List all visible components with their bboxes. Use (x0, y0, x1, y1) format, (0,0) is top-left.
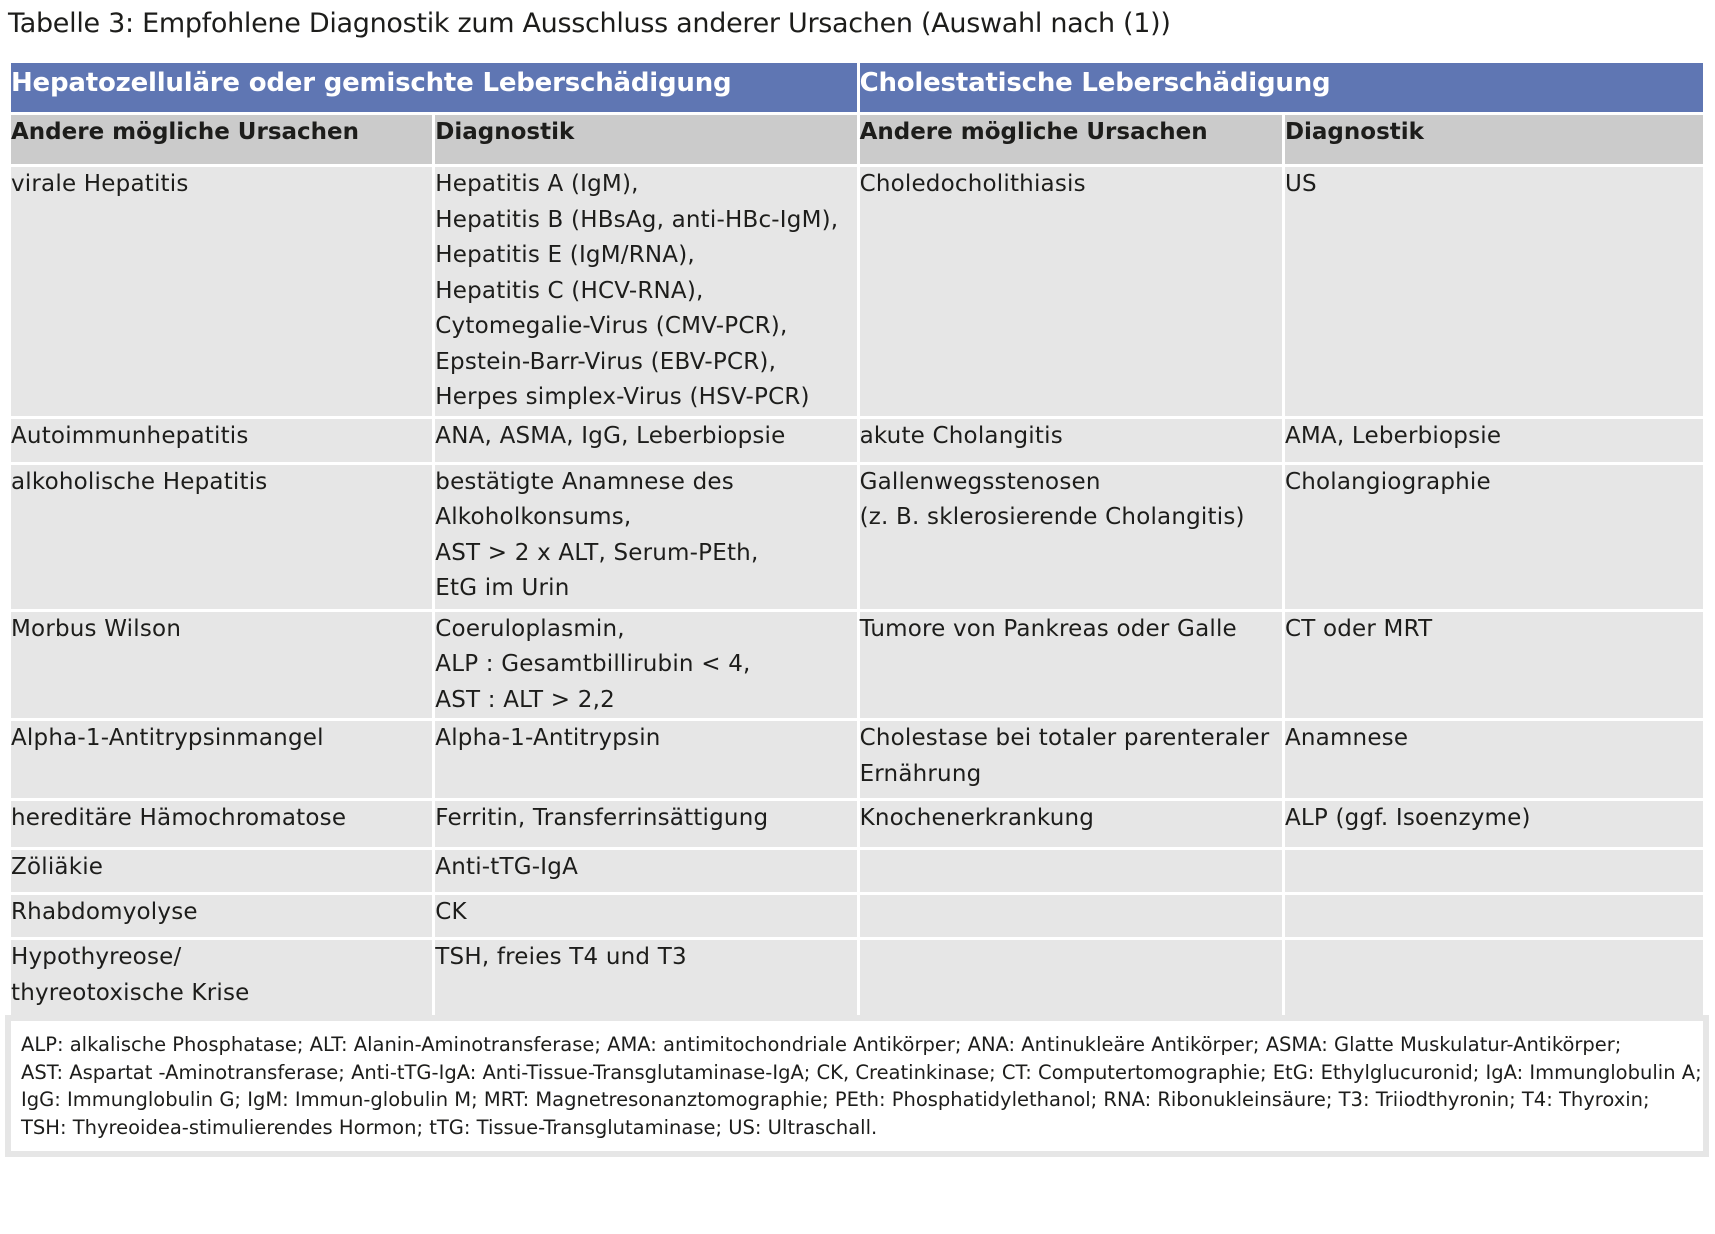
table-row (10, 849, 1705, 894)
hepatocellular-diagnostics-cell (434, 849, 858, 894)
cell-text-line: Hepatitis A (IgM), (435, 171, 639, 197)
hepatocellular-cause-cell (10, 463, 434, 610)
hepatocellular-diagnostics-cell (434, 894, 858, 939)
cholestatic-diagnostics-cell (1283, 939, 1704, 1017)
column-header-row (10, 114, 1705, 166)
cell-text-line: Coeruloplasmin, (435, 615, 625, 642)
cell-text-line: Anamnese (1284, 725, 1409, 751)
cell-text-line: Gallenwegsstenosen (859, 468, 1101, 495)
table-row (10, 939, 1705, 1017)
cell-text-line: Autoimmunhepatitis (11, 422, 249, 449)
cell-text-line: ANA, ASMA, IgG, Leberbiopsie (435, 422, 786, 449)
footnote-line: ALP: alkalische Phosphatase; ALT: Alanin-Aminotransferase; AMA: antimitochondriale Antikörper; ANA: Antinukleäre Antikörper; ASMA: Glatte Muskulatur-Antikörper; (21, 1033, 1622, 1056)
cell-text-line: Morbus Wilson (11, 615, 182, 642)
cell-text-line: Cholestase bei totaler parenteraler (859, 725, 1270, 751)
cholestatic-diagnostics-cell (1283, 463, 1704, 610)
footnote-line: AST: Aspartat -Aminotransferase; Anti-tTG-IgA: Anti-Tissue-Transglutaminase-IgA; CK, Creatinkinase; CT: Computertomographie; EtG: Ethylglucuronid; IgA: Immunglobulin A; (21, 1060, 1702, 1084)
cell-text-line: hereditäre Hämochromatose (11, 805, 347, 831)
cell-text-line: Anti-tTG-IgA (435, 854, 579, 880)
cell-text-line: ALP (ggf. Isoenzyme) (1284, 805, 1531, 831)
cholestatic-diagnostics-cell (1283, 417, 1704, 463)
cell-text-line: Rhabdomyolyse (11, 899, 198, 925)
cell-text-line: Hepatitis B (HBsAg, anti-HBc-IgM), (435, 206, 839, 233)
hepatocellular-cause-cell (10, 894, 434, 939)
table-row (10, 463, 1705, 610)
diagnostics-table-container (8, 60, 1706, 1154)
cholestatic-diagnostics-cell (1283, 849, 1704, 894)
cell-text-line: Cholangiographie (1284, 468, 1491, 495)
column-header-cause: Andere mögliche Ursachen (10, 114, 434, 166)
cell-text-line: Cytomegalie-Virus (CMV-PCR), (435, 313, 788, 339)
group-header-row (10, 62, 1705, 114)
cell-text-line: AMA, Leberbiopsie (1284, 422, 1502, 449)
cell-text-line: TSH, freies T4 und T3 (435, 944, 687, 970)
hepatocellular-cause-cell (10, 720, 434, 800)
cholestatic-cause-cell (858, 463, 1283, 610)
cell-text-line: Choledocholithiasis (859, 171, 1086, 197)
cholestatic-diagnostics-cell (1283, 894, 1704, 939)
cell-text-line: Ernährung (859, 760, 982, 787)
cell-text-line: Tumore von Pankreas oder Galle (859, 615, 1237, 642)
hepatocellular-cause-cell (10, 939, 434, 1017)
cholestatic-cause-cell (858, 849, 1283, 894)
cell-text-line: Ferritin, Transferrinsättigung (435, 805, 769, 831)
column-header-diagnostics: Diagnostik (1283, 114, 1704, 166)
hepatocellular-cause-cell (10, 849, 434, 894)
cell-text-line: AST > 2 x ALT, Serum-PEth, (435, 539, 759, 566)
cell-text-line: thyreotoxische Krise (11, 979, 250, 1006)
cell-text-line: Zöliäkie (11, 854, 104, 880)
footnote-line: IgG: Immunglobulin G; IgM: Immun-globulin M; MRT: Magnetresonanztomographie; PEth: Phosphatidylethanol; RNA: Ribonukleinsäure; T3: Triiodthyronin; T4: Thyroxin; (21, 1088, 1650, 1111)
cell-text-line: AST : ALT > 2,2 (435, 686, 615, 713)
cell-text-line: ALP : Gesamtbillirubin < 4, (435, 651, 751, 677)
hepatocellular-diagnostics-cell (434, 800, 858, 849)
hepatocellular-diagnostics-cell (434, 463, 858, 610)
hepatocellular-cause-cell (10, 800, 434, 849)
cholestatic-cause-cell (858, 939, 1283, 1017)
table-row (10, 166, 1705, 418)
abbreviations-footnote (8, 1018, 1706, 1154)
cholestatic-diagnostics-cell (1283, 610, 1704, 720)
cell-text-line: Knochenerkrankung (859, 805, 1095, 831)
hepatocellular-diagnostics-cell (434, 610, 858, 720)
cell-text-line: EtG im Urin (435, 575, 570, 601)
cell-text-line: alkoholische Hepatitis (11, 468, 268, 495)
table-row (10, 610, 1705, 720)
cell-text-line: Herpes simplex-Virus (HSV-PCR) (435, 384, 810, 410)
cholestatic-cause-cell (858, 610, 1283, 720)
cell-text-line: CK (435, 899, 467, 925)
hepatocellular-cause-cell (10, 166, 434, 418)
cell-text-line: akute Cholangitis (859, 422, 1063, 449)
cell-text-line: CT oder MRT (1284, 615, 1433, 642)
hepatocellular-cause-cell (10, 610, 434, 720)
cell-text-line: Alpha-1-Antitrypsinmangel (11, 725, 324, 751)
group-header-cholestatic: Cholestatische Leberschädigung (858, 62, 1704, 114)
cell-text-line: Hepatitis E (IgM/RNA), (435, 242, 695, 268)
table-row (10, 720, 1705, 800)
cell-text-line: Epstein-Barr-Virus (EBV-PCR), (435, 348, 777, 375)
cholestatic-cause-cell (858, 166, 1283, 418)
hepatocellular-diagnostics-cell (434, 939, 858, 1017)
cholestatic-cause-cell (858, 720, 1283, 800)
diagnostics-table (8, 60, 1706, 1018)
table-row (10, 894, 1705, 939)
footnote-line: TSH: Thyreoidea-stimulierendes Hormon; tTG: Tissue-Transglutaminase; US: Ultraschall. (21, 1115, 878, 1139)
cell-text-line: virale Hepatitis (11, 171, 189, 197)
cell-text-line: Hepatitis C (HCV-RNA), (435, 277, 704, 304)
hepatocellular-cause-cell (10, 417, 434, 463)
group-header-hepatocellular: Hepatozelluläre oder gemischte Leberschädigung (10, 62, 859, 114)
cholestatic-diagnostics-cell (1283, 720, 1704, 800)
cell-text-line: Alpha-1-Antitrypsin (435, 725, 661, 751)
table-row (10, 800, 1705, 849)
cholestatic-cause-cell (858, 800, 1283, 849)
cholestatic-cause-cell (858, 417, 1283, 463)
cell-text-line: bestätigte Anamnese des (435, 468, 734, 495)
cholestatic-diagnostics-cell (1283, 166, 1704, 418)
hepatocellular-diagnostics-cell (434, 417, 858, 463)
table-body (10, 166, 1705, 1017)
cell-text-line: Hypothyreose/ (11, 944, 182, 970)
hepatocellular-diagnostics-cell (434, 720, 858, 800)
column-header-diagnostics: Diagnostik (434, 114, 858, 166)
hepatocellular-diagnostics-cell (434, 166, 858, 418)
cell-text-line: (z. B. sklerosierende Cholangitis) (859, 504, 1245, 530)
cell-text-line: US (1284, 171, 1317, 197)
column-header-cause: Andere mögliche Ursachen (858, 114, 1283, 166)
cholestatic-diagnostics-cell (1283, 800, 1704, 849)
table-row (10, 417, 1705, 463)
cell-text-line: Alkoholkonsums, (435, 504, 632, 530)
table-title: Tabelle 3: Empfohlene Diagnostik zum Ausschluss anderer Ursachen (Auswahl nach (1)) (8, 8, 1171, 39)
cholestatic-cause-cell (858, 894, 1283, 939)
